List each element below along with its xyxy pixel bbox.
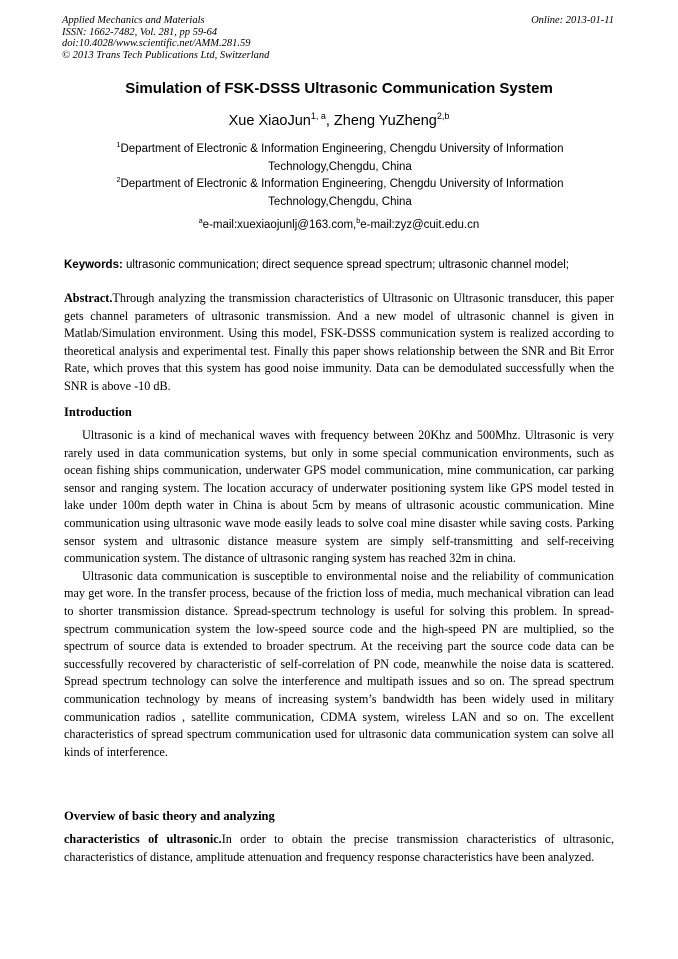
email-line	[0, 219, 678, 231]
journal-name: Applied Mechanics and Materials	[62, 15, 205, 26]
overview-body	[64, 831, 614, 866]
journal-doi: doi:10.4028/www.scientific.net/AMM.281.59	[62, 38, 251, 49]
section-heading-overview: Overview of basic theory and analyzing	[64, 809, 275, 823]
email-text: e-mail:xuexiaojunlj@163.com,	[202, 219, 357, 231]
affiliation-text: Department of Electronic & Information Engineering, Chengdu University of Information Technology,Chengdu, China	[120, 178, 564, 208]
keywords-text: ultrasonic communication; direct sequence spread spectrum; ultrasonic channel model;	[122, 259, 569, 271]
online-date: Online: 2013-01-11	[531, 15, 614, 26]
email-text: e-mail:zyz@cuit.edu.cn	[360, 219, 480, 231]
affiliation-sup: 2	[116, 176, 121, 185]
affiliation-sup: 1	[116, 141, 121, 150]
author-name: Xue XiaoJun	[228, 113, 311, 129]
journal-info	[62, 15, 269, 61]
author-sup: 1, a	[310, 111, 326, 122]
overview-text: In order to obtain the precise transmission characteristics of ultrasonic, characteristics of distance, amplitude attenuation and frequency response characteristics have been analyzed.	[64, 832, 615, 864]
journal-issn: ISSN: 1662-7482, Vol. 281, pp 59-64	[62, 26, 218, 38]
intro-paragraph: Ultrasonic data communication is susceptible to environmental noise and the reliability of communication may get wore. In the transfer process, because of the friction loss of media, much mechanical vibration can lead to shorter transmission distance. Spread-spectrum technology is useful for solving this problem. In spread-spectrum communication system the low-speed source code and the high-speed PN are multiplied, so the spectrum of source data is extended to broader spectrum. At the receiving part the source code data can be successfully recovered by characteristic of self-correlation of PN code, meanwhile the noise data is scattered. Spread spectrum technology can solve the interference and multipath issues and so on. The spread spectrum communication technology by means of increasing system’s bandwidth has been widely used in military communication radios , satellite communication, CDMA system, wireless LAN and so on. The excellent characteristics of spread spectrum communication used for ultrasonic data communication system can solve all kinds of interference.	[64, 568, 614, 759]
email-sup: a	[198, 217, 203, 226]
affiliation-text: Department of Electronic & Information Engineering, Chengdu University of Information Technology,Chengdu, China	[120, 143, 564, 173]
email-sup: b	[356, 217, 361, 226]
author-list	[0, 113, 678, 129]
introduction-body	[64, 427, 614, 761]
paper-title: Simulation of FSK-DSSS Ultrasonic Communication System	[125, 80, 553, 97]
abstract-label: Abstract.	[64, 291, 113, 305]
author-sup: 2,b	[436, 111, 450, 122]
keywords	[64, 259, 616, 271]
author-name: Zheng YuZheng	[333, 113, 437, 129]
affiliation-1	[70, 141, 610, 176]
abstract-text: Through analyzing the transmission characteristics of Ultrasonic on Ultrasonic transducer, this paper gets channel parameters of ultrasonic transmission. And a new model of ultrasonic channel is given in Matlab/Simulation environment. Using this model, FSK-DSSS communication system is realized according to theoretical analysis and experimental test. Finally this paper shows relationship between the SNR and Bit Error Rate, which proves that this system has good noise immunity. Data can be demodulated successfully when the SNR is above -10 dB.	[64, 291, 614, 393]
section-heading-introduction: Introduction	[64, 405, 132, 419]
abstract	[64, 290, 614, 396]
keywords-label: Keywords:	[64, 259, 123, 271]
author-separator: ,	[325, 113, 334, 129]
intro-paragraph: Ultrasonic is a kind of mechanical waves with frequency between 20Khz and 500Mhz. Ultrasonic is very rarely used in data communication systems, but only in some special communication environments, such as ocean fishing ships communication, underwater GPS model communication, mine communication, car parking sensor and ranging system. The location accuracy of underwater positioning system like GPS model tested in lake under 100m depth water in China is about 5cm by means of ultrasonic acoustic communication. Mine communication using ultrasonic wave mode easily leads to solve coal mine disaster while saving costs. Parking sensor system and ultrasonic distance measure system are simply self-transmitting and self-receiving communication system. The distance of ultrasonic ranging system has reached 32m in china.	[64, 428, 614, 566]
subsection-label: characteristics of ultrasonic.	[64, 832, 222, 846]
journal-copyright: © 2013 Trans Tech Publications Ltd, Switzerland	[62, 49, 270, 61]
affiliation-2	[70, 176, 610, 211]
